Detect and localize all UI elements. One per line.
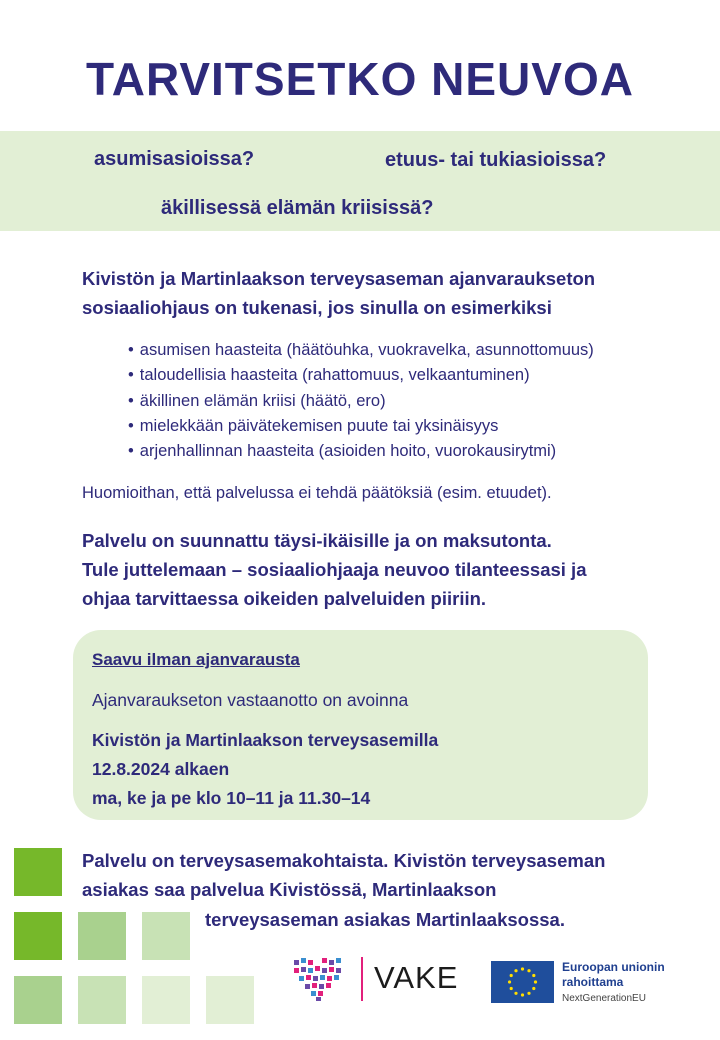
walk-in-start-date: 12.8.2024 alkaen bbox=[92, 759, 230, 779]
vake-heart-icon bbox=[292, 956, 348, 1002]
service-line: Palvelu on suunnattu täysi-ikäisille ja on maksutonta. bbox=[82, 530, 552, 551]
list-item: • äkillinen elämän kriisi (häätö, ero) bbox=[128, 389, 594, 414]
vake-logo-text: VAKE bbox=[374, 960, 459, 995]
decor-square bbox=[14, 848, 62, 896]
service-line: ohjaa tarvittaessa oikeiden palveluiden piiriin. bbox=[82, 588, 487, 609]
walk-in-hours: ma, ke ja pe klo 10–11 ja 11.30–14 bbox=[92, 788, 371, 808]
list-item: • mielekkään päivätekemisen puute tai yksinäisyys bbox=[128, 414, 594, 439]
decor-square bbox=[78, 976, 126, 1024]
decor-square bbox=[78, 912, 126, 960]
footer-line: Palvelu on terveysasemakohtaista. Kivistön terveysaseman bbox=[82, 850, 606, 871]
intro-line: sosiaaliohjaus on tukenasi, jos sinulla on esimerkiksi bbox=[82, 297, 552, 318]
decor-square bbox=[206, 976, 254, 1024]
eu-flag-icon bbox=[491, 961, 554, 1003]
topic-crisis: äkillisessä elämän kriisissä? bbox=[161, 197, 434, 219]
intro-text bbox=[82, 264, 702, 322]
eu-funding-line1: Euroopan unionin bbox=[562, 960, 665, 974]
service-line: Tule juttelemaan – sosiaaliohjaaja neuvoo tilanteessasi ja bbox=[82, 559, 587, 580]
list-item: • arjenhallinnan haasteita (asioiden hoito, vuorokausirytmi) bbox=[128, 439, 594, 464]
eu-funding-line3: NextGenerationEU bbox=[562, 993, 646, 1004]
footer-line: asiakas saa palvelua Kivistössä, Martinlaakson bbox=[82, 879, 497, 900]
list-item: • taloudellisia haasteita (rahattomuus, velkaantuminen) bbox=[128, 363, 594, 388]
topic-benefits: etuus- tai tukiasioissa? bbox=[385, 149, 607, 171]
page-title: TARVITSETKO NEUVOA bbox=[86, 53, 634, 105]
examples-list bbox=[128, 338, 594, 464]
decor-square bbox=[142, 912, 190, 960]
decor-square bbox=[142, 976, 190, 1024]
eu-funding-line2: rahoittama bbox=[562, 975, 624, 989]
decor-square bbox=[14, 912, 62, 960]
walk-in-heading: Saavu ilman ajanvarausta bbox=[92, 650, 300, 669]
walk-in-location: Kivistön ja Martinlaakson terveysasemilla bbox=[92, 730, 439, 750]
decor-square bbox=[14, 976, 62, 1024]
intro-line: Kivistön ja Martinlaakson terveysaseman ajanvaraukseton bbox=[82, 268, 596, 289]
walk-in-details bbox=[92, 726, 438, 813]
footer-line: terveysaseman asiakas Martinlaaksossa. bbox=[205, 909, 565, 930]
list-item: • asumisen haasteita (häätöuhka, vuokravelka, asunnottomuus) bbox=[128, 338, 594, 363]
decision-note: Huomioithan, että palvelussa ei tehdä päätöksiä (esim. etuudet). bbox=[82, 484, 552, 502]
topic-housing: asumisasioissa? bbox=[94, 148, 255, 170]
vake-divider bbox=[361, 957, 363, 1001]
service-description bbox=[82, 526, 702, 613]
walk-in-line: Ajanvaraukseton vastaanotto on avoinna bbox=[92, 690, 409, 710]
